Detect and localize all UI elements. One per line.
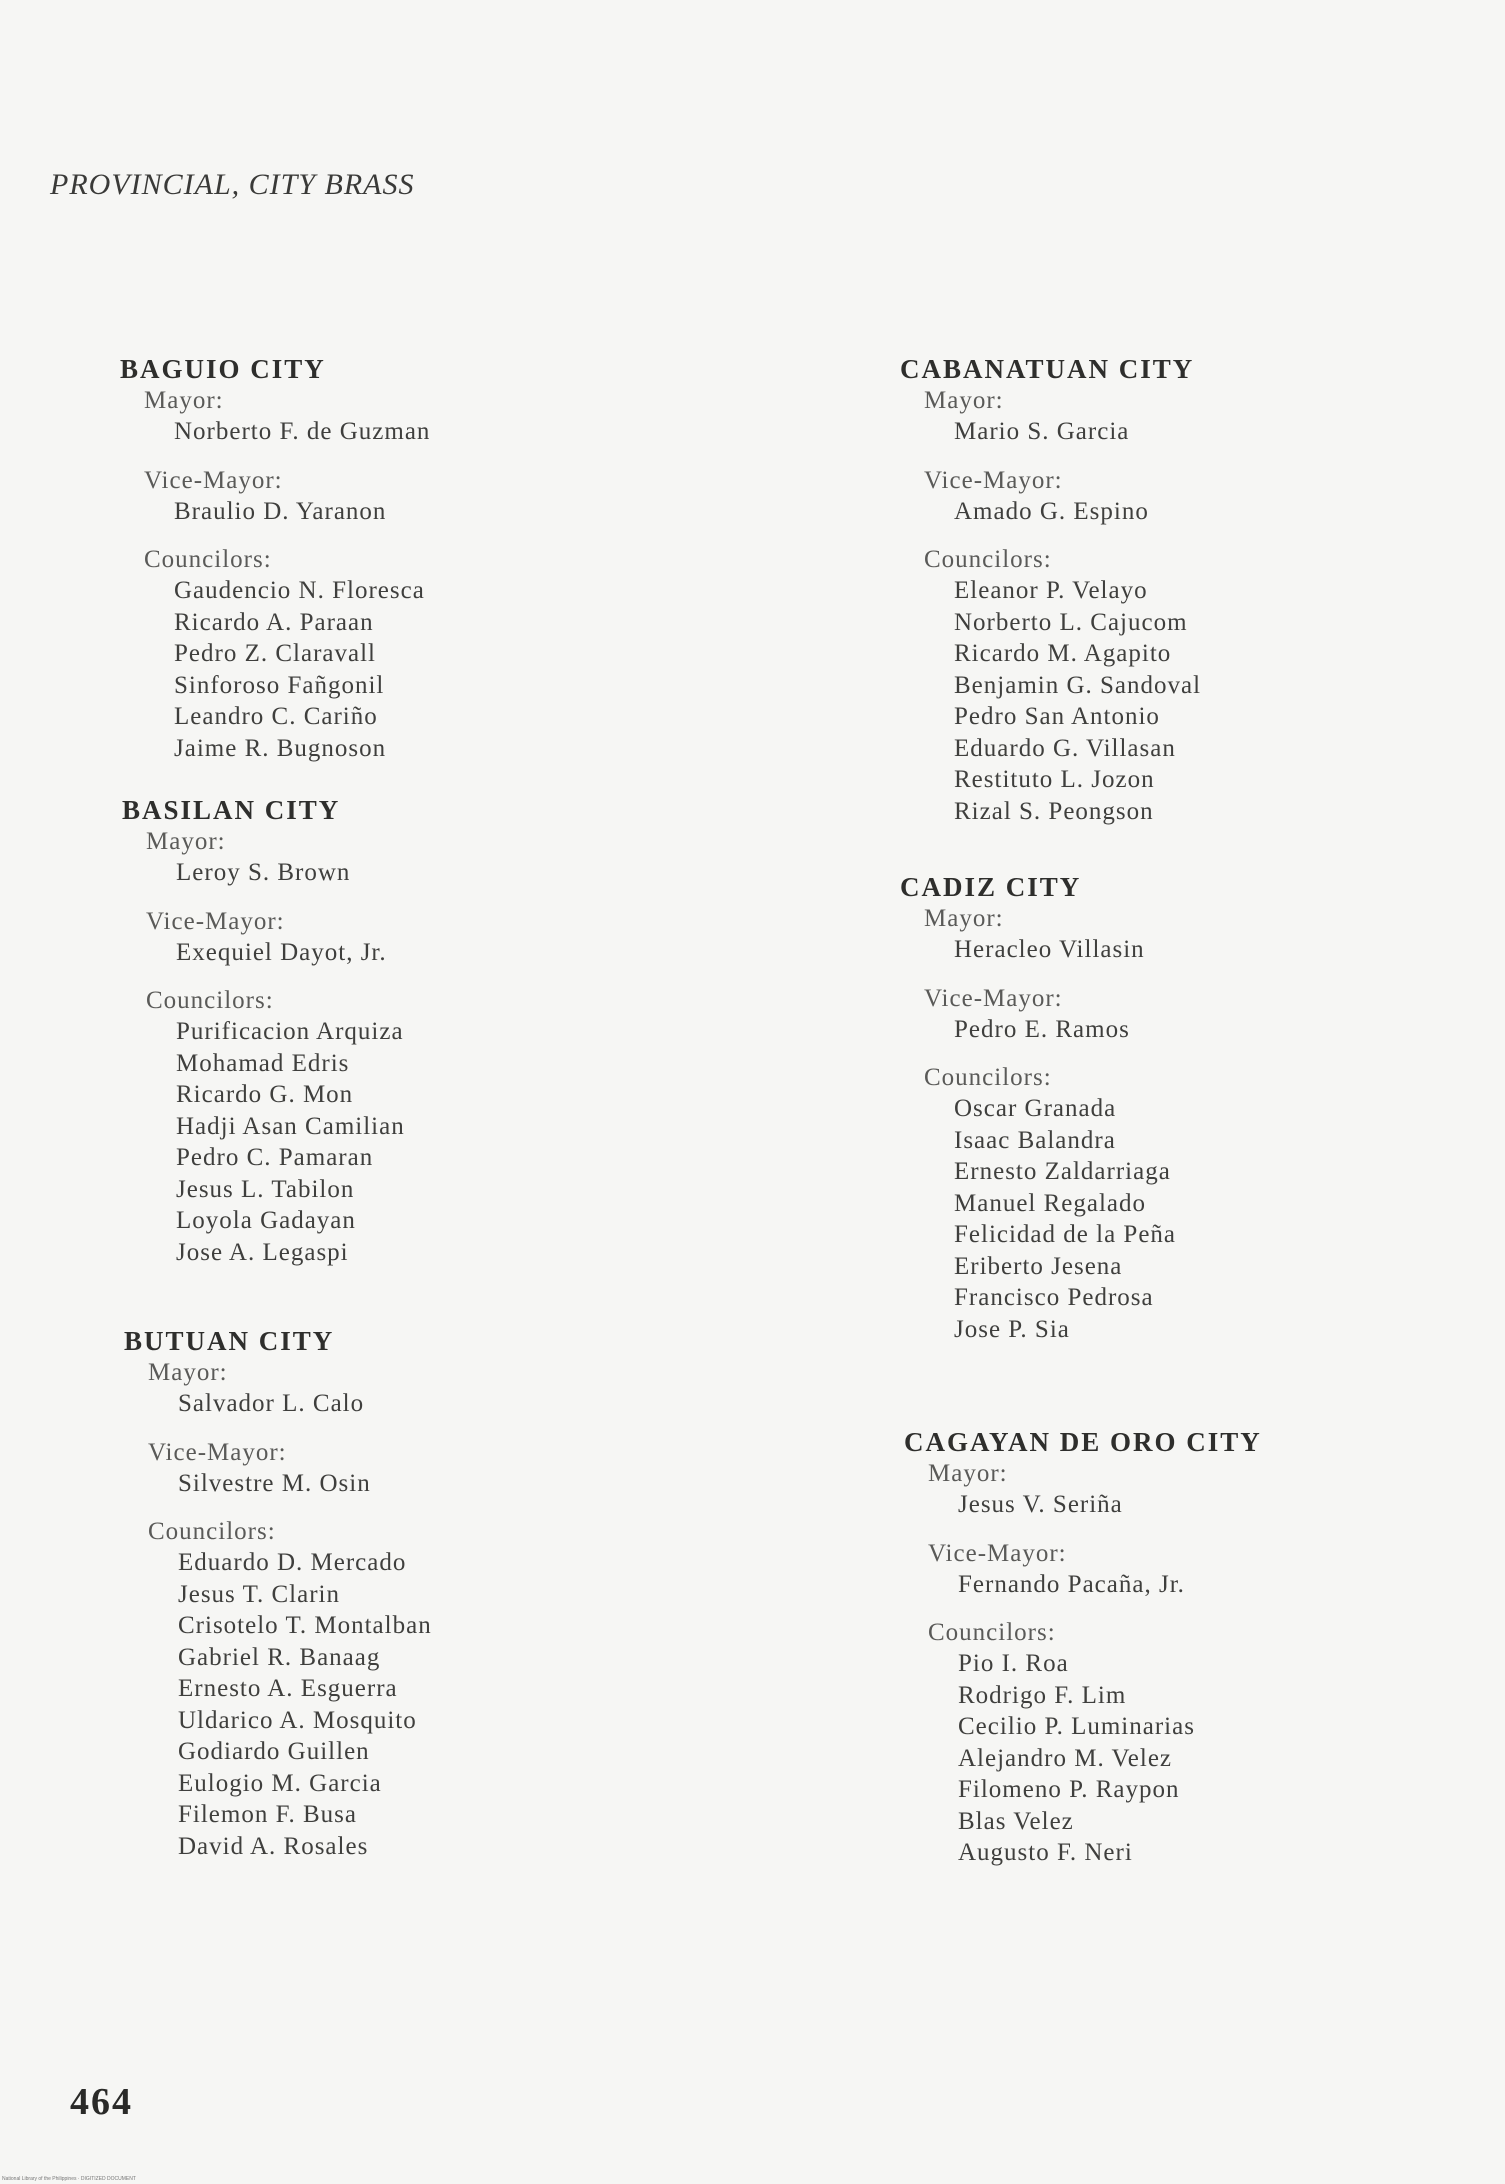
councilor-name: Alejandro M. Velez <box>958 1744 1173 1772</box>
councilor-name: Loyola Gadayan <box>176 1207 356 1234</box>
mayor-name: Leroy S. Brown <box>176 859 351 886</box>
councilor-name: Purificacion Arquiza <box>176 1018 404 1045</box>
councilor-name: Gaudencio N. Floresca <box>174 577 425 604</box>
vice-mayor-name: Pedro E. Ramos <box>954 1015 1130 1043</box>
councilors-label: Councilors: <box>924 546 1052 573</box>
councilor-name: Ernesto A. Esguerra <box>178 1675 398 1702</box>
councilor-name: Sinforoso Fañgonil <box>174 671 385 699</box>
mayor-label: Mayor: <box>928 1460 1008 1487</box>
vice-mayor-label: Vice-Mayor: <box>148 1438 287 1466</box>
vice-mayor-name: Exequiel Dayot, Jr. <box>176 938 387 966</box>
councilors-label: Councilors: <box>928 1619 1056 1646</box>
city-block-cabanatuan <box>900 352 1201 827</box>
mayor-label: Mayor: <box>148 1359 228 1386</box>
city-block-baguio <box>120 352 430 764</box>
councilor-name: Rodrigo F. Lim <box>958 1681 1127 1709</box>
councilor-name: Filemon F. Busa <box>178 1801 357 1828</box>
councilor-name: Eduardo G. Villasan <box>954 734 1176 762</box>
councilor-name: Hadji Asan Camilian <box>176 1112 405 1140</box>
councilor-name: Ricardo G. Mon <box>176 1081 354 1108</box>
city-name: CAGAYAN DE ORO CITY <box>904 1427 1262 1457</box>
councilor-name: Augusto F. Neri <box>958 1839 1133 1866</box>
vice-mayor-label: Vice-Mayor: <box>146 907 285 935</box>
mayor-name: Jesus V. Seriña <box>958 1491 1123 1518</box>
vice-mayor-name: Amado G. Espino <box>954 497 1149 525</box>
city-block-cagayan-de-oro <box>904 1425 1262 1869</box>
councilor-name: Jesus L. Tabilon <box>176 1175 355 1203</box>
city-name: BUTUAN CITY <box>124 1326 335 1356</box>
councilor-name: Oscar Granada <box>954 1095 1117 1122</box>
vice-mayor-name: Silvestre M. Osin <box>178 1469 371 1497</box>
mayor-label: Mayor: <box>146 828 226 855</box>
vice-mayor-label: Vice-Mayor: <box>928 1539 1067 1567</box>
councilor-name: Isaac Balandra <box>954 1126 1116 1154</box>
councilor-name: Uldarico A. Mosquito <box>178 1706 417 1734</box>
councilor-name: Ricardo A. Paraan <box>174 608 374 636</box>
councilor-name: Pedro San Antonio <box>954 703 1160 730</box>
councilor-name: Gabriel R. Banaag <box>178 1643 381 1671</box>
city-block-cadiz <box>900 870 1176 1345</box>
councilor-name: Jaime R. Bugnoson <box>174 734 387 762</box>
page-header: PROVINCIAL, CITY BRASS <box>50 168 415 201</box>
councilor-name: Manuel Regalado <box>954 1189 1147 1217</box>
councilors-label: Councilors: <box>146 987 274 1014</box>
councilor-name: Filomeno P. Raypon <box>958 1776 1180 1803</box>
city-block-basilan <box>122 793 405 1268</box>
councilor-name: David A. Rosales <box>178 1832 369 1860</box>
vice-mayor-label: Vice-Mayor: <box>924 984 1063 1012</box>
mayor-name: Salvador L. Calo <box>178 1390 365 1417</box>
councilors-label: Councilors: <box>924 1064 1052 1091</box>
mayor-name: Mario S. Garcia <box>954 418 1130 445</box>
councilor-name: Leandro C. Cariño <box>174 703 378 730</box>
councilor-name: Pedro Z. Claravall <box>174 640 376 667</box>
mayor-name: Heracleo Villasin <box>954 936 1145 963</box>
councilor-name: Restituto L. Jozon <box>954 766 1155 793</box>
councilor-name: Eulogio M. Garcia <box>178 1769 382 1797</box>
vice-mayor-label: Vice-Mayor: <box>924 466 1063 494</box>
mayor-label: Mayor: <box>924 905 1004 932</box>
councilors-label: Councilors: <box>148 1518 276 1545</box>
councilor-name: Crisotelo T. Montalban <box>178 1612 432 1639</box>
councilor-name: Jesus T. Clarin <box>178 1580 340 1608</box>
vice-mayor-name: Braulio D. Yaranon <box>174 497 387 525</box>
councilor-name: Felicidad de la Peña <box>954 1221 1177 1248</box>
councilor-name: Norberto L. Cajucom <box>954 608 1188 636</box>
councilor-name: Jose P. Sia <box>954 1315 1070 1343</box>
councilor-name: Eleanor P. Velayo <box>954 577 1148 604</box>
footer-credit: National Library of the Philippines · DIGITIZED DOCUMENT <box>2 2176 136 2182</box>
councilor-name: Benjamin G. Sandoval <box>954 671 1202 699</box>
mayor-name: Norberto F. de Guzman <box>174 418 431 445</box>
councilor-name: Mohamad Edris <box>176 1049 350 1077</box>
councilor-name: Rizal S. Peongson <box>954 797 1154 825</box>
councilor-name: Cecilio P. Luminarias <box>958 1713 1195 1740</box>
councilor-name: Ricardo M. Agapito <box>954 640 1172 667</box>
councilor-name: Blas Velez <box>958 1807 1074 1835</box>
city-name: BASILAN CITY <box>122 795 341 825</box>
vice-mayor-label: Vice-Mayor: <box>144 466 283 494</box>
councilor-name: Pedro C. Pamaran <box>176 1144 374 1171</box>
councilor-name: Francisco Pedrosa <box>954 1284 1154 1311</box>
councilor-name: Eduardo D. Mercado <box>178 1549 407 1576</box>
mayor-label: Mayor: <box>924 387 1004 414</box>
city-name: CABANATUAN CITY <box>900 354 1195 384</box>
mayor-label: Mayor: <box>144 387 224 414</box>
councilor-name: Ernesto Zaldarriaga <box>954 1158 1171 1185</box>
councilor-name: Jose A. Legaspi <box>176 1238 349 1266</box>
vice-mayor-name: Fernando Pacaña, Jr. <box>958 1570 1185 1598</box>
city-name: CADIZ CITY <box>900 872 1082 902</box>
councilor-name: Godiardo Guillen <box>178 1738 370 1765</box>
city-name: BAGUIO CITY <box>120 354 326 384</box>
city-block-butuan <box>124 1324 432 1862</box>
councilors-label: Councilors: <box>144 546 272 573</box>
councilor-name: Pio I. Roa <box>958 1650 1069 1677</box>
councilor-name: Eriberto Jesena <box>954 1252 1123 1280</box>
page-number: 464 <box>70 2081 133 2123</box>
